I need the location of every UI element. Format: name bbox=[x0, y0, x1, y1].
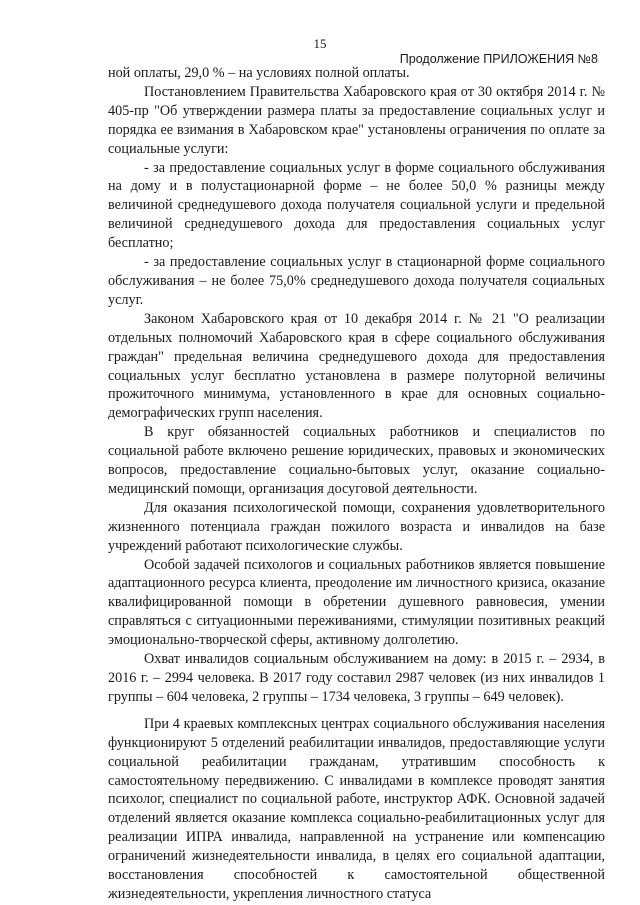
paragraph: Особой задачей психологов и социальных работников является повышение адаптационного ресурса клиента, преодоление им личностного кризиса, оказание квалифицированной помощи в обретении душевного равновесия, умении справляться с ситуационными переживаниями, стимуляции позитивных реакций эмоционально-творческой сферы, активному долголетию. bbox=[108, 556, 605, 649]
paragraph: В круг обязанностей социальных работников и специалистов по социальной работе включено решение юридических, правовых и экономических вопросов, предоставление социально-бытовых услуг, оказание социально-медицинский помощи, организация досуговой деятельности. bbox=[108, 424, 605, 497]
appendix-continuation-note: Продолжение ПРИЛОЖЕНИЯ №8 bbox=[399, 52, 598, 66]
list-item: - за предоставление социальных услуг в форме социального обслуживания на дому и в полустационарной форме – не более 50,0 % разницы между величиной среднедушевого дохода получателя социальной услуги и предельной величиной среднедушевого дохода для предоставления социальных услуг бесплатно; bbox=[108, 159, 605, 252]
paragraph: Охват инвалидов социальным обслуживанием на дому: в 2015 г. – 2934, в 2016 г. – 2994 человека. В 2017 году составил 2987 человек (из них инвалидов 1 группы – 604 человека, 2 группы – 1734 человека, 3 группы – 649 человек). bbox=[108, 651, 605, 705]
list-item: - за предоставление социальных услуг в стационарной форме социального обслуживания – не более 75,0% среднедушевого дохода получателя социальных услуг. bbox=[108, 254, 605, 308]
document-body bbox=[108, 64, 605, 904]
paragraph: ной оплаты, 29,0 % – на условиях полной оплаты. bbox=[108, 65, 410, 81]
page-number: 15 bbox=[313, 36, 327, 51]
paragraph: Постановлением Правительства Хабаровского края от 30 октября 2014 г. № 405-пр "Об утверждении размера платы за предоставление социальных услуг и порядка ее взимания в Хабаровском крае" установлены ограничения по оплате за социальные услуги: bbox=[108, 83, 605, 157]
paragraph: Для оказания психологической помощи, сохранения удовлетворительного жизненного потенциала граждан пожилого возраста и инвалидов на базе учреждений работают психологические службы. bbox=[108, 499, 605, 554]
paragraph: Законом Хабаровского края от 10 декабря 2014 г. № 21 "О реализации отдельных полномочий Хабаровского края в сфере социального обслуживания граждан" предельная величина среднедушевого дохода для предоставления социальных услуг бесплатно установлена в размере полуторной величины прожиточного минимума, установленного в крае для основных социально-демографических групп населения. bbox=[108, 310, 605, 422]
paragraph: При 4 краевых комплексных центрах социального обслуживания населения функционируют 5 отделений реабилитации инвалидов, предоставляющие услуги социальной реабилитации гражданам, утратившим способность к самостоятельному передвижению. С инвалидами в комплексе проводят занятия психолог, специалист по социальной работе, инструктор АФК. Основной задачей отделений является оказание комплекса социально-реабилитационных услуг для реализации ИПРА инвалида, направленной на устранение или компенсацию ограничений жизнедеятельности инвалида, в целях его социальной адаптации, восстановления способностей к самостоятельной общественной жизнедеятельности, укрепления личностного статуса bbox=[108, 715, 605, 902]
